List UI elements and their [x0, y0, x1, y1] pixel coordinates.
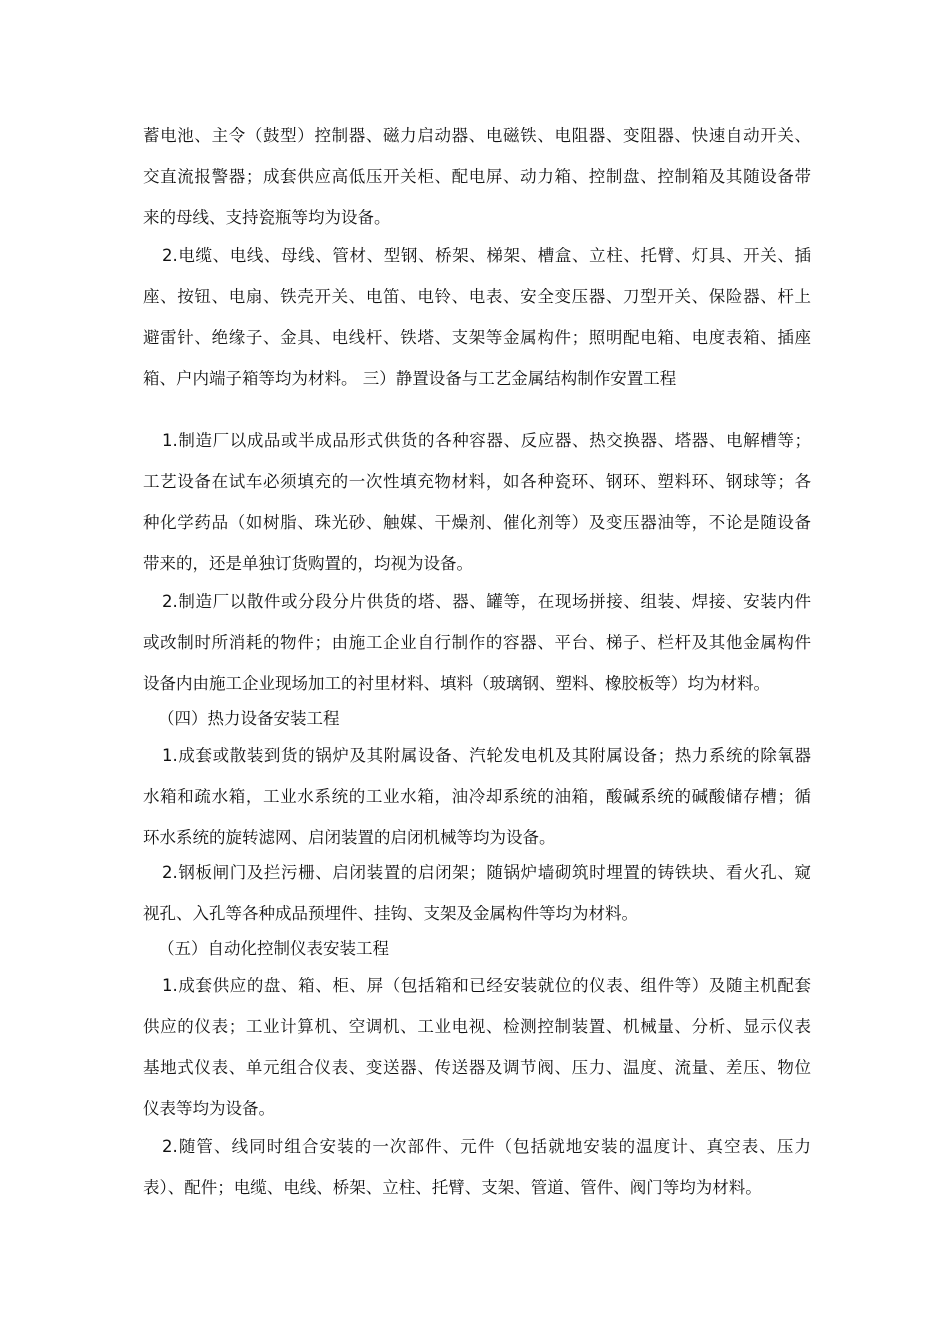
text-line: 座、按钮、电扇、铁壳开关、电笛、电铃、电表、安全变压器、刀型开关、保险器、杆上	[143, 287, 811, 306]
text-line: 1.制造厂以成品或半成品形式供货的各种容器、反应器、热交换器、塔器、电解槽等；	[162, 431, 811, 450]
text-line: 设备内由施工企业现场加工的衬里材料、填料（玻璃钢、塑料、橡胶板等）均为材料。	[143, 674, 770, 693]
text-line: 工艺设备在试车必须填充的一次性填充物材料，如各种瓷环、钢环、塑料环、钢球等；各	[143, 472, 811, 491]
text-line: 水箱和疏水箱，工业水系统的工业水箱，油冷却系统的油箱，酸碱系统的碱酸储存槽；循	[143, 787, 811, 806]
text-line: 1.成套或散装到货的锅炉及其附属设备、汽轮发电机及其附属设备；热力系统的除氧器	[162, 746, 811, 765]
section-heading: （五）自动化控制仪表安装工程	[158, 939, 389, 958]
text-line: 或改制时所消耗的物件；由施工企业自行制作的容器、平台、梯子、栏杆及其他金属构件	[143, 633, 811, 652]
text-line: 交直流报警器；成套供应高低压开关柜、配电屏、动力箱、控制盘、控制箱及其随设备带	[143, 167, 811, 186]
text-line: 箱、户内端子箱等均为材料。 三）静置设备与工艺金属结构制作安置工程	[143, 369, 677, 388]
text-line: 蓄电池、主令（鼓型）控制器、磁力启动器、电磁铁、电阻器、变阻器、快速自动开关、	[143, 126, 811, 145]
text-line: 避雷针、绝缘子、金具、电线杆、铁塔、支架等金属构件；照明配电箱、电度表箱、插座	[143, 328, 811, 347]
text-line: 环水系统的旋转滤网、启闭装置的启闭机械等均为设备。	[143, 828, 556, 847]
text-line: 2.钢板闸门及拦污栅、启闭装置的启闭架；随锅炉墙砌筑时埋置的铸铁块、看火孔、窥	[162, 863, 811, 882]
text-line: 种化学药品（如树脂、珠光砂、触媒、干燥剂、催化剂等）及变压器油等，不论是随设备	[143, 513, 811, 532]
section-heading: （四）热力设备安装工程	[158, 709, 340, 728]
text-line: 2.随管、线同时组合安装的一次部件、元件（包括就地安装的温度计、真空表、压力	[162, 1137, 811, 1156]
text-line: 来的母线、支持瓷瓶等均为设备。	[143, 208, 391, 227]
text-line: 2.制造厂以散件或分段分片供货的塔、器、罐等，在现场拼接、组装、焊接、安装内件	[162, 592, 811, 611]
text-line: 基地式仪表、单元组合仪表、变送器、传送器及调节阀、压力、温度、流量、差压、物位	[143, 1058, 811, 1077]
text-line: 带来的，还是单独订货购置的，均视为设备。	[143, 554, 473, 573]
text-line: 供应的仪表；工业计算机、空调机、工业电视、检测控制装置、机械量、分析、显示仪表	[143, 1017, 811, 1036]
text-line: 仪表等均为设备。	[143, 1099, 275, 1118]
text-line: 2.电缆、电线、母线、管材、型钢、桥架、梯架、槽盒、立柱、托臂、灯具、开关、插	[162, 246, 811, 265]
text-line: 1.成套供应的盘、箱、柜、屏（包括箱和已经安装就位的仪表、组件等）及随主机配套	[162, 976, 811, 995]
text-line: 视孔、入孔等各种成品预埋件、挂钩、支架及金属构件等均为材料。	[143, 904, 638, 923]
text-line: 表）、配件；电缆、电线、桥架、立柱、托臂、支架、管道、管件、阀门等均为材料。	[143, 1178, 762, 1197]
